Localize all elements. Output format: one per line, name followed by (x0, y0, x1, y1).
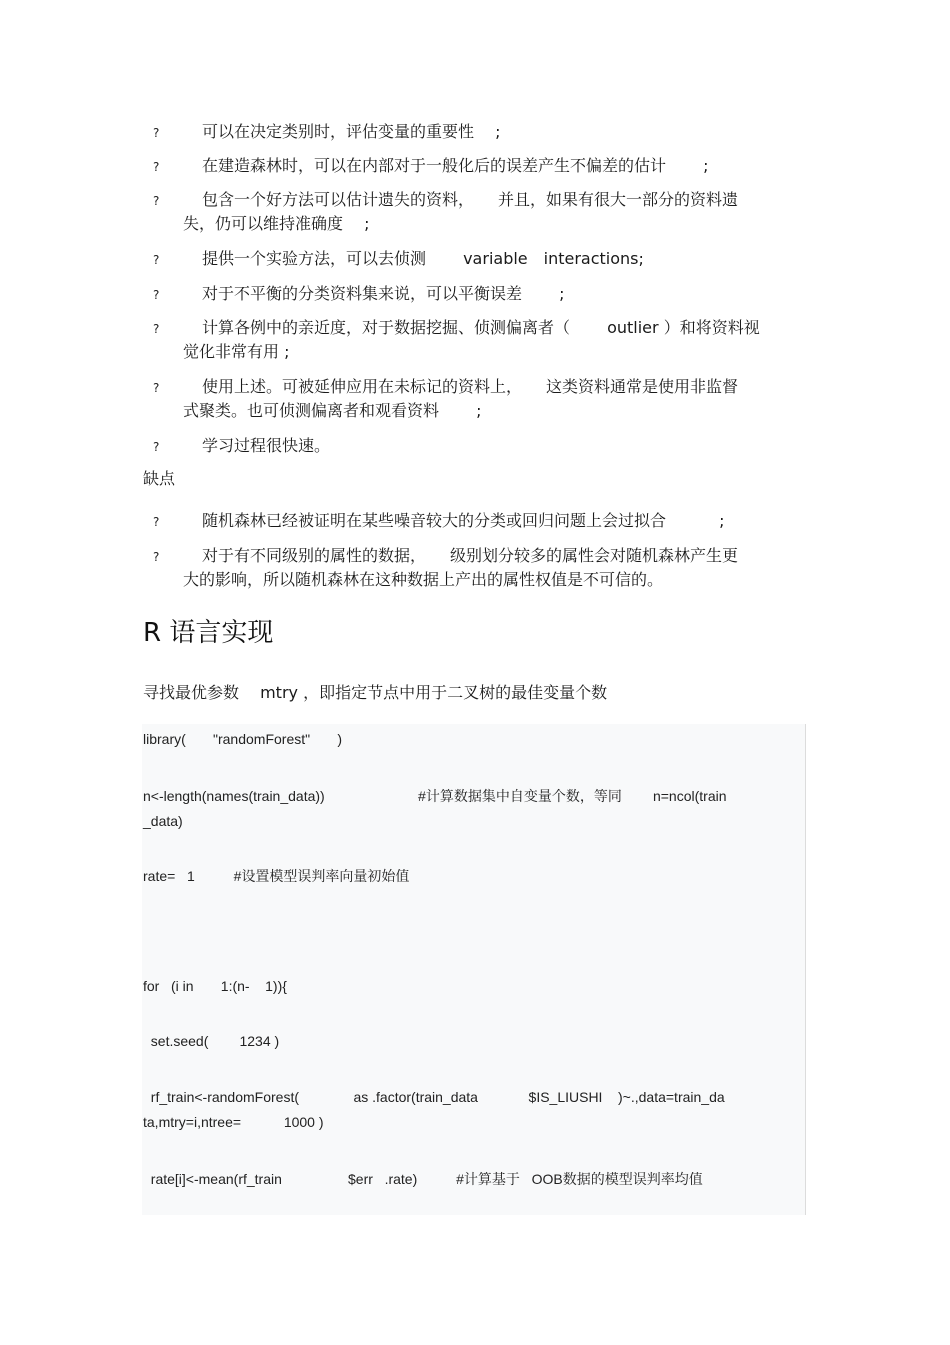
code-line: for (i in 1:(n- 1)){ (143, 978, 287, 994)
section-heading-disadvantages: 缺点 (143, 469, 176, 488)
list-item-text: 在建造森林时，可以在内部对于一般化后的误差产生不偏差的估计 ; (202, 156, 709, 175)
list-item-text: 觉化非常有用 ; (183, 342, 290, 361)
code-line: rate= 1 #设置模型误判率向量初始值 (143, 868, 410, 884)
list-item-text: 学习过程很快速。 (202, 436, 331, 455)
list-item-text: 提供一个实验方法，可以去侦测 variable interactions; (202, 249, 644, 268)
code-line: set.seed( 1234 ) (143, 1033, 280, 1049)
code-line: library( "randomForest" ) (143, 731, 342, 747)
bullet-marker: ? (153, 253, 160, 267)
bullet-marker: ? (153, 440, 160, 454)
bullet-marker: ? (153, 550, 160, 564)
list-item-text: 式聚类。也可侦测偏离者和观看资料 ; (183, 401, 482, 420)
list-item-text: 包含一个好方法可以估计遗失的资料， 并且，如果有很大一部分的资料遗 (202, 190, 739, 209)
list-item-text: 随机森林已经被证明在某些噪音较大的分类或回归问题上会过拟合 ; (202, 511, 725, 530)
list-item-text: 使用上述。可被延伸应用在未标记的资料上， 这类资料通常是使用非监督 (202, 377, 739, 396)
code-line: n<-length(names(train_data)) #计算数据集中自变量个数，等同 n=ncol(train (143, 788, 727, 804)
list-item-text: 大的影响，所以随机森林在这种数据上产出的属性权值是不可信的。 (183, 570, 664, 589)
list-item-text: 对于不平衡的分类资料集来说，可以平衡误差 ; (202, 284, 565, 303)
code-line: ta,mtry=i,ntree= 1000 ) (143, 1114, 324, 1130)
code-line: _data) (143, 813, 183, 829)
code-line: rate[i]<-mean(rf_train $err .rate) #计算基于 OOB数据的模型误判率均值 (143, 1171, 703, 1187)
list-item-text: 对于有不同级别的属性的数据， 级别划分较多的属性会对随机森林产生更 (202, 546, 739, 565)
bullet-marker: ? (153, 515, 160, 529)
bullet-marker: ? (153, 160, 160, 174)
list-item-text: 计算各例中的亲近度，对于数据挖掘、侦测偏离者（ outlier ）和将资料视 (202, 318, 760, 337)
code-line: rf_train<-randomForest( as .factor(train_data $IS_LIUSHI )~.,data=train_da (143, 1089, 725, 1105)
bullet-marker: ? (153, 126, 160, 140)
section-title: R 语言实现 (143, 618, 274, 648)
bullet-marker: ? (153, 322, 160, 336)
bullet-marker: ? (153, 288, 160, 302)
intro-paragraph: 寻找最优参数 mtry ，即指定节点中用于二叉树的最佳变量个数 (143, 683, 608, 702)
list-item-text: 可以在决定类别时，评估变量的重要性 ; (202, 122, 501, 141)
list-item-text: 失，仍可以维持准确度 ; (183, 214, 370, 233)
bullet-marker: ? (153, 381, 160, 395)
bullet-marker: ? (153, 194, 160, 208)
